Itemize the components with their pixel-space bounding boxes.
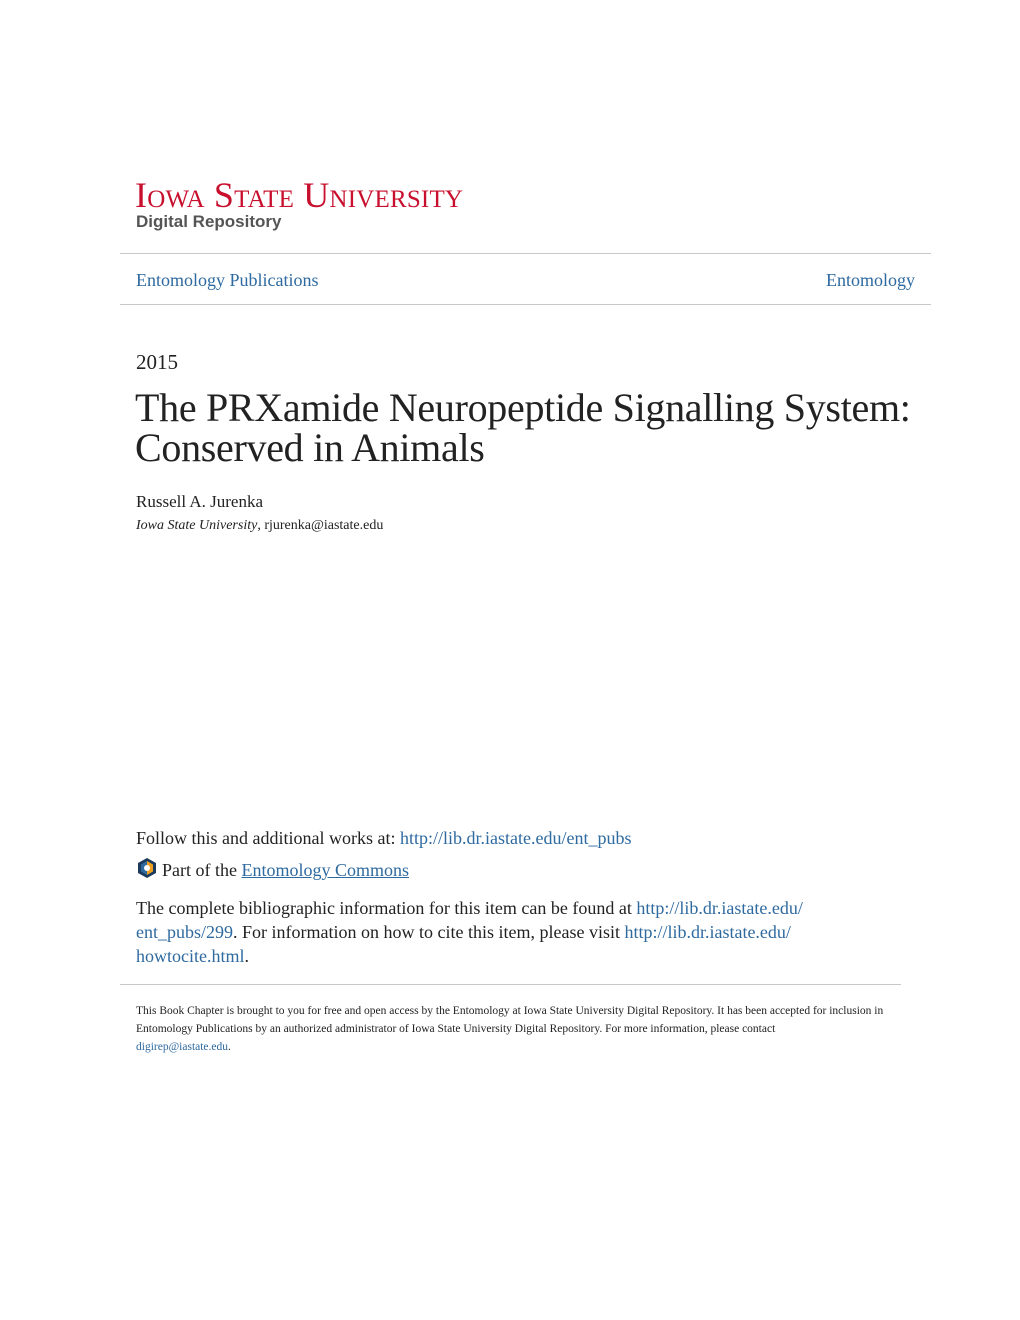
footer-notice <box>136 1002 896 1056</box>
follow-line <box>136 826 631 850</box>
footer-text: This Book Chapter is brought to you for free and open access by the Entomology at Iowa State University Digital Repository. It has been accepted for inclusion in Entomology Publications by an authorized administrator of Iowa State University Digital Repository. For more information, please contact <box>136 1005 884 1035</box>
repository-subtitle: Digital Repository <box>136 212 282 231</box>
contact-email-link[interactable]: digirep@iastate.edu <box>136 1041 229 1053</box>
author-name: Russell A. Jurenka <box>136 492 264 511</box>
part-of-label: Part of the <box>162 860 242 880</box>
author-email: rjurenka@iastate.edu <box>264 518 384 533</box>
affiliation-separator: , <box>257 518 265 533</box>
item-url-link-part1[interactable]: http://lib.dr.iastate.edu/ <box>636 898 803 918</box>
part-of-line <box>136 857 409 882</box>
entomology-link[interactable]: Entomology <box>826 270 915 290</box>
footer-divider <box>120 984 901 985</box>
affiliation-name: Iowa State University <box>136 518 258 533</box>
cite-url-link-part1[interactable]: http://lib.dr.iastate.edu/ <box>624 922 791 942</box>
university-logo: Iowa State University <box>135 175 464 215</box>
collection-url-link[interactable]: http://lib.dr.iastate.edu/ent_pubs <box>399 828 632 848</box>
entomology-commons-link[interactable]: Entomology Commons <box>241 860 409 880</box>
bibliographic-info <box>136 896 856 968</box>
entomology-publications-link[interactable]: Entomology Publications <box>136 270 319 290</box>
nav-divider-top <box>120 253 931 254</box>
bepress-commons-icon <box>136 857 158 879</box>
follow-label: Follow this and additional works at: <box>136 828 400 848</box>
nav-divider-bottom <box>120 304 931 305</box>
biblio-text-2: . For information on how to cite this item, please visit <box>233 922 625 942</box>
document-title: The PRXamide Neuropeptide Signalling System: Conserved in Animals <box>135 385 911 470</box>
biblio-text-3: . <box>244 946 249 966</box>
cite-url-link-part2[interactable]: howtocite.html <box>136 946 245 966</box>
item-url-link-part2[interactable]: ent_pubs/299 <box>136 922 233 942</box>
publication-year: 2015 <box>136 350 178 374</box>
biblio-text-1: The complete bibliographic information for this item can be found at <box>136 898 637 918</box>
author-affiliation <box>136 517 383 535</box>
footer-end: . <box>228 1041 231 1053</box>
